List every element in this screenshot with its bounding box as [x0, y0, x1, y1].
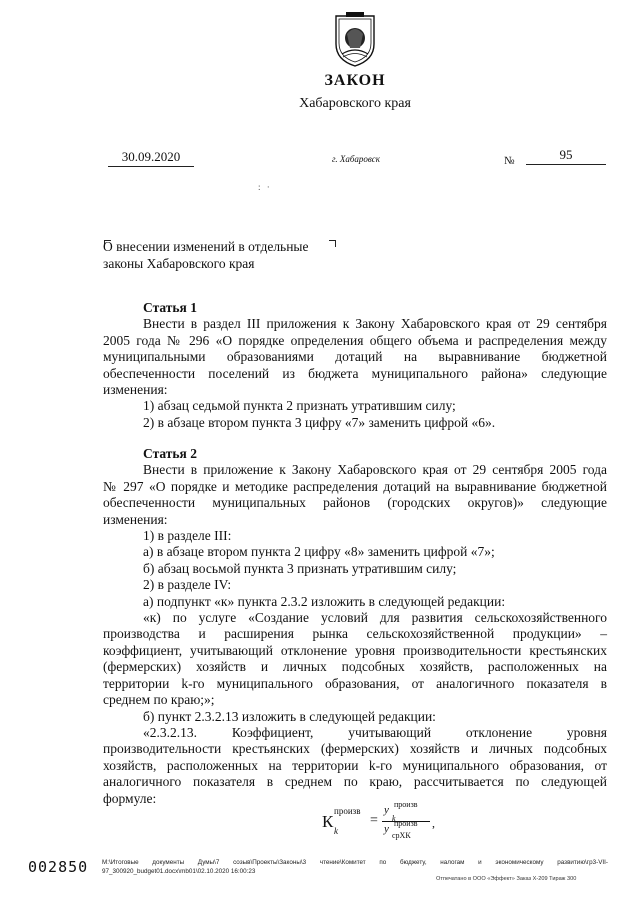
file-path-line: 97_300920_budget01.docx\mb01\02.10.2020 16:00:23	[102, 868, 256, 875]
formula-lhs-sub: k	[334, 826, 338, 836]
scan-speck: : ·	[258, 182, 272, 192]
print-info: Отпечатано в ООО «Эффект» Заказ Х-209 Тираж 300	[436, 876, 577, 882]
article-1	[103, 300, 607, 431]
article-2	[103, 446, 607, 807]
article-item: 2) в абзаце втором пункта 3 цифру «7» заменить цифрой «6».	[143, 414, 496, 430]
article-1-heading: Статья 1	[143, 300, 197, 315]
formula-denominator-sub: срХК	[392, 831, 411, 840]
article-text-line: производства и расширения рынка сельскохозяйственной продукции» –	[103, 626, 607, 642]
formula-numerator: у	[384, 804, 389, 816]
subject-line: О внесении изменений в отдельные	[103, 239, 309, 254]
article-item: 2) в разделе IV:	[143, 577, 232, 593]
article-text-line: обеспеченности поселений из бюджета муниципального района» следующие	[103, 365, 607, 381]
article-text-line: обеспеченности муниципальных районов (городских округов)» следующие	[103, 495, 607, 511]
law-subject	[103, 238, 343, 272]
article-text-line: хозяйств, расположенных на территории k-го муниципального образования, от	[103, 757, 607, 773]
article-item: б) пункт 2.3.2.13 изложить в следующей редакции:	[143, 708, 436, 724]
article-text-line: территории k-го муниципального образования, от аналогичного показателя в	[103, 675, 607, 691]
article-text-line: муниципальными образованиями дотаций на выравнивание бюджетной	[103, 349, 607, 365]
article-text-line: «к) по услуге «Создание условий для развития сельскохозяйственного	[143, 610, 607, 626]
article-item: б) абзац восьмой пункта 3 признать утратившим силу;	[143, 560, 457, 576]
formula	[322, 800, 482, 840]
law-subtitle: Хабаровского края	[299, 96, 411, 111]
formula-comma: ,	[432, 816, 435, 830]
file-path-line: M:\Итоговые документы Думы\7 созыв\Проекты\Законы\3 чтение\Комитет по бюджету, налогам и экономическому развитию\гр3-VII-	[102, 859, 608, 866]
article-text-line: «2.3.2.13. Коэффициент, учитывающий отклонение уровня	[143, 724, 607, 740]
article-text-line: изменения:	[103, 511, 168, 527]
formula-equals: =	[370, 813, 378, 828]
law-date: 30.09.2020	[108, 149, 194, 167]
formula-lhs: К	[322, 812, 334, 831]
law-city: г. Хабаровск	[332, 154, 380, 164]
article-item: 1) в разделе III:	[143, 528, 232, 544]
article-text-line: коэффициент, учитывающий отклонение уровня производительности крестьянских	[103, 642, 607, 658]
article-text-line: (фермерских) хозяйств и личных подсобных хозяйств, расположенных на	[103, 659, 607, 675]
article-text-line: формуле:	[103, 790, 157, 806]
coat-of-arms-icon	[330, 10, 380, 68]
article-text-line: Внести в приложение к Закону Хабаровского края от 29 сентября 2005 года	[143, 462, 607, 478]
formula-denominator-sup: произв	[394, 819, 418, 828]
article-text-line: № 297 «О порядке и методике распределения дотаций на выравнивание бюджетной	[103, 478, 607, 494]
formula-numerator-sup: произв	[394, 800, 418, 809]
article-item: а) подпункт «к» пункта 2.3.2 изложить в следующей редакции:	[143, 593, 506, 609]
law-number: 95	[526, 147, 606, 165]
law-title: ЗАКОН	[324, 72, 386, 89]
article-item: 1) абзац седьмой пункта 2 признать утратившим силу;	[143, 398, 456, 414]
article-item: а) в абзаце втором пункта 2 цифру «8» заменить цифрой «7»;	[143, 544, 495, 560]
number-sign: №	[504, 155, 515, 167]
article-text-line: Внести в раздел III приложения к Закону Хабаровского края от 29 сентября	[143, 316, 607, 332]
article-text-line: производительности крестьянских (фермерских) хозяйств и личных подсобных	[103, 741, 607, 757]
formula-lhs-sup: произв	[334, 806, 361, 816]
article-text-line: среднем по краю;»;	[103, 692, 215, 708]
formula-denominator: у	[384, 823, 389, 835]
file-path	[102, 858, 608, 876]
formula-numerator-sub: k	[392, 814, 396, 823]
article-text-line: аналогичного показателя в среднем по краю, рассчитывается по следующей	[103, 774, 607, 790]
article-text-line: изменения:	[103, 382, 168, 398]
article-2-heading: Статья 2	[143, 446, 197, 461]
subject-line: законы Хабаровского края	[103, 256, 255, 271]
document-code: 002850	[28, 858, 89, 876]
article-text-line: 2005 года № 296 «О порядке определения общего объема и распределения между	[103, 332, 607, 348]
